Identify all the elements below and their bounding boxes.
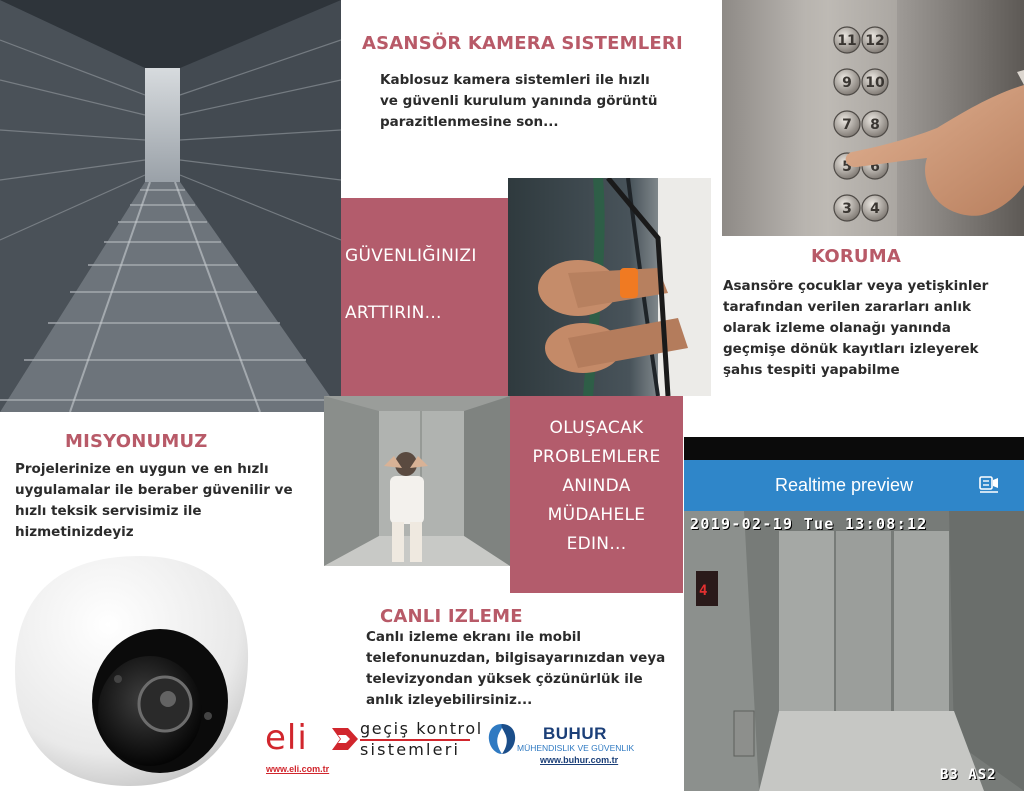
elevator-camera-text: Kablosuz kamera sistemleri ile hızlı ve güvenli kurulum yanında görüntü parazitlenmesine son... — [380, 72, 658, 130]
security-box — [341, 198, 508, 396]
buhur-emblem-icon — [487, 722, 517, 756]
problems-text: OLUŞACAK PROBLEMLERE ANINDA MÜDAHELE EDIN... — [532, 418, 661, 554]
mission-title: MISYONUMUZ — [65, 431, 208, 452]
floor-display: 4 — [699, 583, 708, 599]
elevator-button-label: 7 — [842, 117, 852, 133]
dome-camera-photo — [0, 541, 255, 791]
live-text: Canlı izleme ekranı ile mobil telefonunuzdan, bilgisayarınızdan veya televizyondan yüksek çözünürlük ile anlık izleyebilirsiniz... — [366, 629, 666, 708]
eli-url[interactable]: www.eli.com.tr — [266, 764, 330, 774]
elevator-button-label: 9 — [842, 75, 852, 91]
phone-title-bar — [684, 460, 1024, 511]
eli-logo[interactable] — [262, 718, 487, 780]
buhur-subtitle: MÜHENDISLIK VE GÜVENLIK — [517, 743, 635, 753]
buhur-brand: BUHUR — [543, 724, 607, 743]
elevator-interior-photo — [324, 396, 510, 566]
elevator-camera-title: ASANSÖR KAMERA SISTEMLERI — [362, 33, 683, 54]
elevator-button-label: 11 — [837, 33, 857, 49]
elevator-button-label: 8 — [870, 117, 880, 133]
security-line-1: GÜVENLIĞINIZI — [345, 246, 477, 266]
buhur-logo[interactable] — [487, 718, 667, 773]
elevator-button-label: 4 — [870, 201, 880, 217]
protection-text: Asansöre çocuklar veya yetişkinler tarafından verilen zararları anlık olarak izleme olanağı yanında geçmişe dönük kayıtları izleyerek şahıs tespiti yapabilme — [723, 278, 989, 378]
elevator-buttons-photo — [722, 0, 1024, 236]
eli-brand: eli — [265, 718, 308, 758]
phone-preview — [684, 437, 1024, 791]
live-title: CANLI IZLEME — [380, 606, 523, 627]
protection-title: KORUMA — [811, 246, 901, 267]
buhur-url[interactable]: www.buhur.com.tr — [540, 755, 619, 765]
record-list-icon[interactable] — [979, 476, 999, 494]
eli-arrow-icon — [330, 726, 360, 752]
eli-line-1: geçiş kontrol — [360, 719, 483, 738]
camera-feed — [684, 511, 1024, 791]
elevator-button-label: 6 — [870, 159, 880, 175]
problems-box — [510, 396, 683, 593]
elevator-button-label: 5 — [842, 159, 852, 175]
elevator-feed-image — [684, 511, 1024, 791]
rope-hands-photo — [508, 178, 711, 396]
elevator-shaft-photo — [0, 0, 341, 412]
phone-title: Realtime preview — [775, 475, 914, 495]
eli-line-2: sistemleri — [360, 740, 461, 759]
mission-text: Projelerinize en uygun ve en hızlı uygulamalar ile beraber güvenilir ve hızlı teksik servisimiz ile hizmetinizdeyiz — [15, 461, 293, 540]
elevator-button-label: 12 — [865, 33, 885, 49]
elevator-button-label: 3 — [842, 201, 852, 217]
elevator-button-label: 10 — [865, 75, 885, 91]
security-line-2: ARTTIRIN... — [345, 303, 442, 323]
feed-camera-label: B3 AS2 — [940, 767, 997, 783]
feed-timestamp: 2019-02-19 Tue 13:08:12 — [690, 515, 928, 533]
